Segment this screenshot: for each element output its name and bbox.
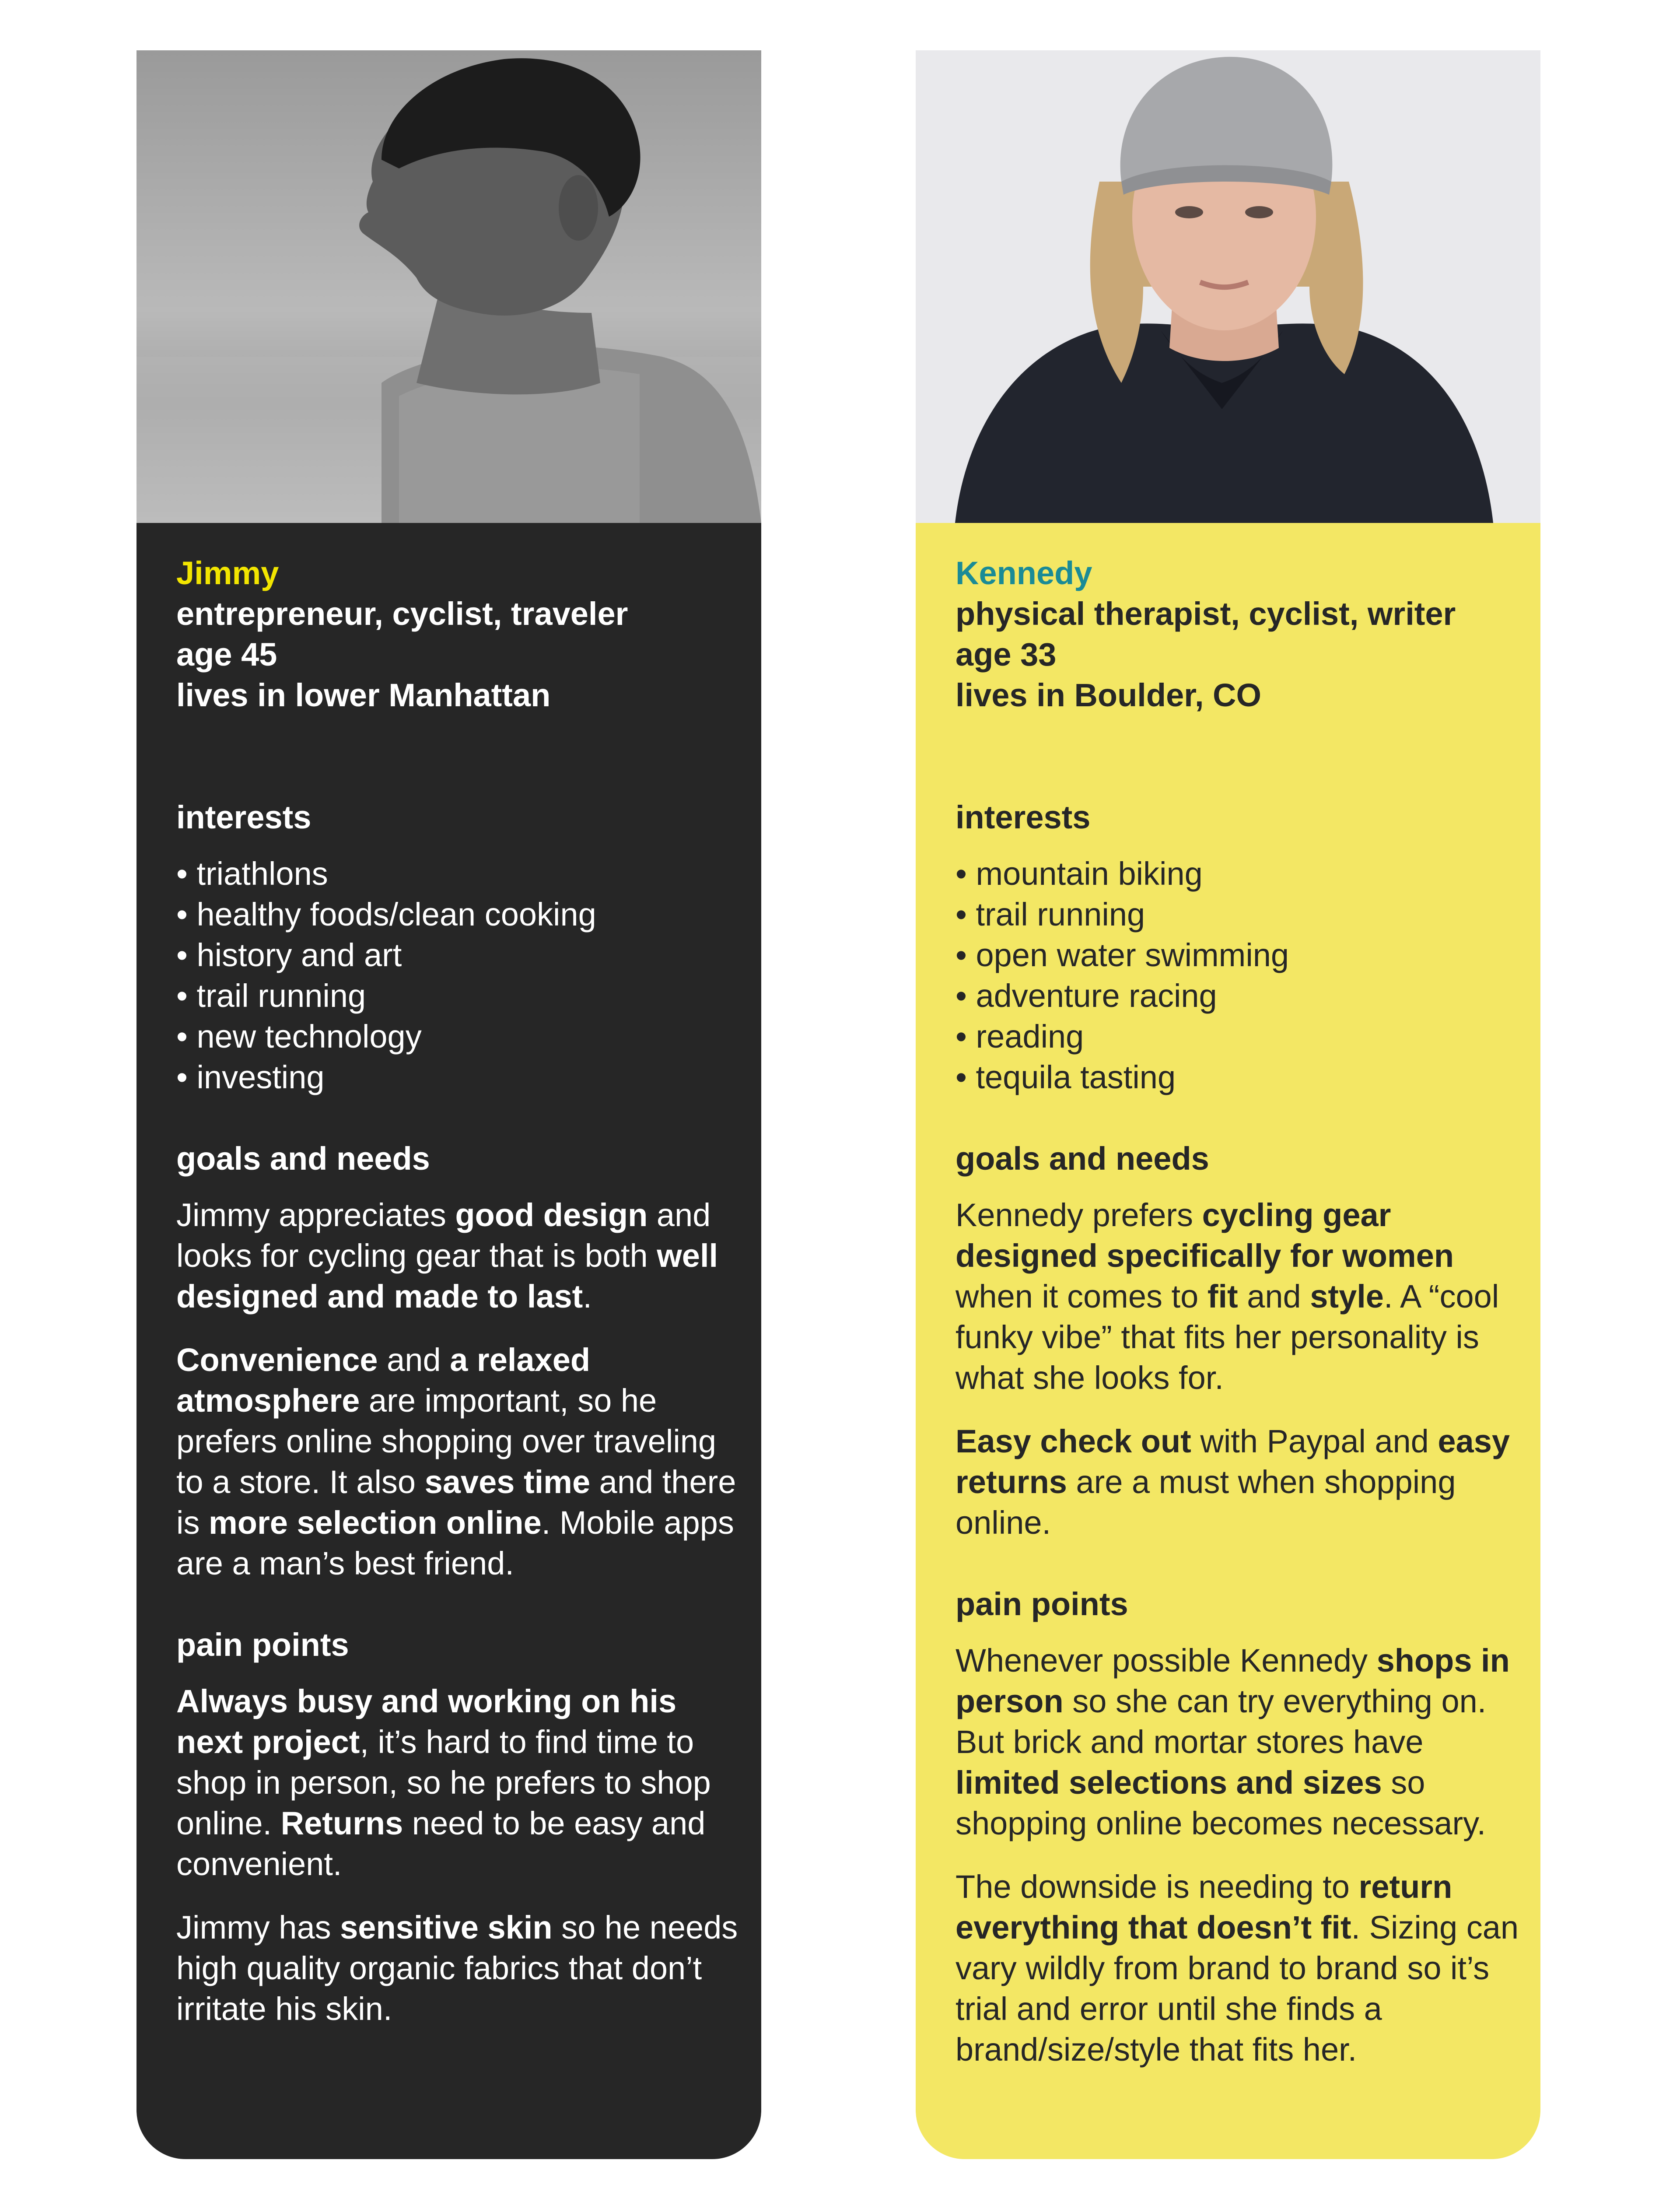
emphasis-text: limited selections and sizes bbox=[956, 1764, 1382, 1801]
body-text: are a must when shopping online. bbox=[956, 1464, 1456, 1541]
body-text: and there is bbox=[176, 1464, 736, 1541]
goals-heading: goals and needs bbox=[956, 1140, 1209, 1177]
interest-item: • history and art bbox=[176, 935, 745, 975]
persona-location: lives in Boulder, CO bbox=[956, 677, 1262, 713]
paragraph bbox=[956, 1421, 1524, 1543]
persona-meta bbox=[176, 593, 745, 715]
body-text: Jimmy appreciates bbox=[176, 1197, 455, 1233]
body-text: so he needs high quality organic fabrics that don’t irritate his skin. bbox=[176, 1909, 738, 2027]
interest-item: • mountain biking bbox=[956, 853, 1524, 894]
body-text: The downside is needing to bbox=[956, 1869, 1359, 1905]
paragraph bbox=[956, 1640, 1524, 1844]
body-text: with Paypal and bbox=[1191, 1423, 1438, 1459]
body-text: Whenever possible Kennedy bbox=[956, 1642, 1377, 1679]
interest-item: • healthy foods/clean cooking bbox=[176, 894, 745, 935]
emphasis-text: return everything that doesn’t fit bbox=[956, 1869, 1452, 1946]
interest-item: • reading bbox=[956, 1016, 1524, 1057]
emphasis-text: good design bbox=[455, 1197, 648, 1233]
persona-name: Kennedy bbox=[956, 555, 1092, 591]
emphasis-text: shops in person bbox=[956, 1642, 1510, 1719]
paragraph bbox=[956, 1866, 1524, 2070]
persona-card-kennedy bbox=[916, 50, 1540, 2159]
interests-heading: interests bbox=[176, 799, 312, 835]
paragraph bbox=[176, 1195, 745, 1317]
persona-name: Jimmy bbox=[176, 555, 279, 591]
interests-list bbox=[956, 853, 1524, 1098]
emphasis-text: a relaxed atmosphere bbox=[176, 1342, 591, 1419]
woman-portrait-photo bbox=[916, 50, 1540, 523]
persona-meta bbox=[956, 593, 1524, 715]
body-text: . Mobile apps are a man’s best friend. bbox=[176, 1504, 734, 1581]
paragraph bbox=[176, 1907, 745, 2029]
paragraph bbox=[956, 1195, 1524, 1398]
body-text: Jimmy has bbox=[176, 1909, 340, 1946]
persona-location: lives in lower Manhattan bbox=[176, 677, 551, 713]
pain-points-heading: pain points bbox=[176, 1627, 349, 1663]
paragraph bbox=[176, 1681, 745, 1884]
body-text: so she can try everything on. But brick and mortar stores have bbox=[956, 1683, 1487, 1760]
emphasis-text: Convenience bbox=[176, 1342, 378, 1378]
emphasis-text: more selection online bbox=[209, 1504, 542, 1541]
emphasis-text: Easy check out bbox=[956, 1423, 1191, 1459]
emphasis-text: saves time bbox=[424, 1464, 591, 1500]
interest-item: • trail running bbox=[956, 894, 1524, 935]
body-text: so shopping online becomes necessary. bbox=[956, 1764, 1486, 1841]
pain-points-heading: pain points bbox=[956, 1586, 1128, 1622]
body-text: and bbox=[378, 1342, 450, 1378]
persona-age: age 45 bbox=[176, 636, 277, 673]
goals-text bbox=[176, 1195, 745, 1584]
goals-heading: goals and needs bbox=[176, 1140, 430, 1177]
body-text: . Sizing can vary wildly from brand to brand so it’s trial and error until she finds a brand/size/style that fits her. bbox=[956, 1909, 1519, 2068]
body-text: and bbox=[1238, 1278, 1310, 1315]
body-text: , it’s hard to find time to shop in person, so he prefers to shop online. bbox=[176, 1724, 711, 1841]
body-text: when it comes to bbox=[956, 1278, 1208, 1315]
persona-age: age 33 bbox=[956, 636, 1057, 673]
paragraph bbox=[176, 1339, 745, 1584]
interest-item: • trail running bbox=[176, 975, 745, 1016]
persona-details-kennedy bbox=[956, 553, 1524, 2070]
goals-text bbox=[956, 1195, 1524, 1543]
body-text: . bbox=[583, 1278, 592, 1315]
interest-item: • adventure racing bbox=[956, 975, 1524, 1016]
pain-points-text bbox=[176, 1681, 745, 2029]
emphasis-text: fit bbox=[1207, 1278, 1238, 1315]
emphasis-text: Always busy and working on his next project bbox=[176, 1683, 677, 1760]
interest-item: • triathlons bbox=[176, 853, 745, 894]
emphasis-text: easy returns bbox=[956, 1423, 1510, 1500]
interest-item: • open water swimming bbox=[956, 935, 1524, 975]
persona-details-jimmy bbox=[176, 553, 745, 2029]
interests-list bbox=[176, 853, 745, 1098]
body-text: . A “cool funky vibe” that fits her personality is what she looks for. bbox=[956, 1278, 1499, 1396]
body-text: need to be easy and convenient. bbox=[176, 1805, 706, 1882]
persona-roles: physical therapist, cyclist, writer bbox=[956, 596, 1456, 632]
emphasis-text: cycling gear designed specifically for women bbox=[956, 1197, 1454, 1274]
interest-item: • tequila tasting bbox=[956, 1057, 1524, 1098]
pain-points-text bbox=[956, 1640, 1524, 2070]
interest-item: • new technology bbox=[176, 1016, 745, 1057]
emphasis-text: well designed and made to last bbox=[176, 1238, 718, 1315]
interests-heading: interests bbox=[956, 799, 1091, 835]
persona-card-jimmy bbox=[136, 50, 761, 2159]
emphasis-text: Returns bbox=[280, 1805, 403, 1841]
emphasis-text: sensitive skin bbox=[340, 1909, 553, 1946]
persona-roles: entrepreneur, cyclist, traveler bbox=[176, 596, 628, 632]
body-text: and looks for cycling gear that is both bbox=[176, 1197, 711, 1274]
body-text: Kennedy prefers bbox=[956, 1197, 1202, 1233]
man-profile-photo bbox=[136, 50, 761, 523]
interest-item: • investing bbox=[176, 1057, 745, 1098]
body-text: are important, so he prefers online shopping over traveling to a store. It also bbox=[176, 1382, 717, 1500]
emphasis-text: style bbox=[1310, 1278, 1384, 1315]
